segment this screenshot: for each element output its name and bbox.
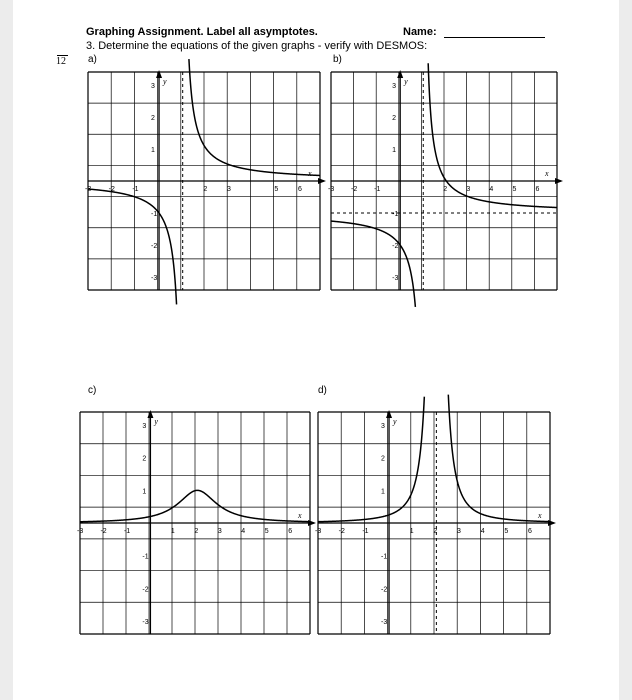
x-tick-label: 4 [489, 186, 494, 193]
y-tick-label: -1 [381, 553, 388, 561]
x-tick-label: 6 [535, 186, 540, 193]
x-tick-label: 5 [274, 186, 279, 193]
y-tick-label: -3 [151, 275, 158, 283]
x-tick-label: 2 [443, 186, 448, 193]
x-tick-label: -1 [132, 186, 139, 193]
points-value: 12 [56, 56, 66, 67]
y-tick-label: -2 [381, 586, 388, 594]
name-field-line[interactable] [444, 37, 545, 38]
x-tick-label: 2 [203, 186, 208, 193]
y-axis-arrowhead [156, 70, 162, 78]
x-axis-label: x [308, 169, 312, 178]
graph-b-label: b) [333, 54, 342, 65]
x-tick-label: 1 [170, 528, 175, 535]
y-axis-label: y [154, 417, 158, 426]
y-tick-label: 3 [392, 82, 397, 90]
y-tick-label: -3 [392, 275, 399, 283]
y-tick-label: 2 [142, 455, 147, 463]
x-axis-label: x [545, 169, 549, 178]
x-tick-label: 6 [288, 528, 293, 535]
name-label: Name: [403, 26, 437, 38]
x-axis-label: x [538, 511, 542, 520]
y-tick-label: 1 [392, 146, 397, 154]
graph-c-label: c) [88, 385, 97, 396]
graph-a-label: a) [88, 54, 97, 65]
x-tick-label: 4 [241, 528, 246, 535]
y-tick-label: -2 [392, 243, 399, 251]
x-tick-label: -1 [374, 186, 381, 193]
x-tick-label: -2 [338, 528, 345, 535]
x-tick-label: 4 [480, 528, 485, 535]
x-tick-label: 3 [217, 528, 222, 535]
x-tick-label: 3 [466, 186, 471, 193]
y-axis-arrowhead [147, 410, 153, 418]
x-tick-label: 2 [433, 528, 438, 535]
y-axis-label: y [393, 417, 397, 426]
graph-b [328, 72, 557, 290]
y-tick-label: 2 [151, 114, 155, 122]
y-tick-label: 3 [381, 423, 385, 431]
y-axis-label: y [163, 77, 167, 86]
x-tick-label: -3 [315, 528, 322, 535]
x-tick-label: -2 [108, 186, 115, 193]
y-tick-label: 3 [151, 82, 155, 90]
y-tick-label: 2 [381, 455, 385, 463]
graph-d-label: d) [318, 385, 327, 396]
y-tick-label: -3 [142, 618, 149, 626]
y-tick-label: -1 [151, 211, 158, 219]
x-tick-label: -2 [100, 528, 107, 535]
x-tick-label: 6 [298, 186, 302, 193]
x-tick-label: 1 [409, 528, 414, 535]
x-tick-label: -3 [328, 186, 335, 193]
y-tick-label: 1 [142, 488, 147, 496]
graph-d [315, 412, 550, 634]
x-tick-label: -3 [77, 528, 84, 535]
x-tick-label: -1 [362, 528, 369, 535]
x-tick-label: 5 [504, 528, 509, 535]
y-tick-label: 2 [392, 114, 397, 122]
y-tick-label: -3 [381, 618, 388, 626]
y-tick-label: -1 [392, 211, 399, 219]
x-tick-label: 3 [457, 528, 461, 535]
x-tick-label: 2 [194, 528, 199, 535]
x-tick-label: -1 [123, 528, 131, 535]
x-tick-label: -2 [351, 186, 358, 193]
y-tick-label: -1 [142, 553, 149, 561]
y-axis-arrowhead [386, 410, 392, 418]
y-axis-label: y [404, 77, 408, 86]
y-tick-label: 3 [142, 423, 147, 431]
x-tick-label: 3 [227, 186, 231, 193]
x-axis-label: x [298, 511, 302, 520]
instruction-text: 3. Determine the equations of the given graphs - verify with DESMOS: [86, 40, 428, 52]
assignment-title: Graphing Assignment. Label all asymptotes. [86, 26, 318, 38]
x-tick-label: 5 [512, 186, 517, 193]
y-tick-label: 1 [151, 146, 155, 154]
graph-a [85, 72, 320, 290]
graph-c [77, 412, 310, 634]
y-tick-label: -2 [151, 243, 158, 251]
x-tick-label: 5 [264, 528, 269, 535]
y-tick-label: -2 [142, 586, 149, 594]
y-tick-label: 1 [381, 488, 385, 496]
x-tick-label: 6 [528, 528, 532, 535]
y-axis-arrowhead [397, 70, 403, 78]
x-tick-label: -3 [85, 186, 92, 193]
